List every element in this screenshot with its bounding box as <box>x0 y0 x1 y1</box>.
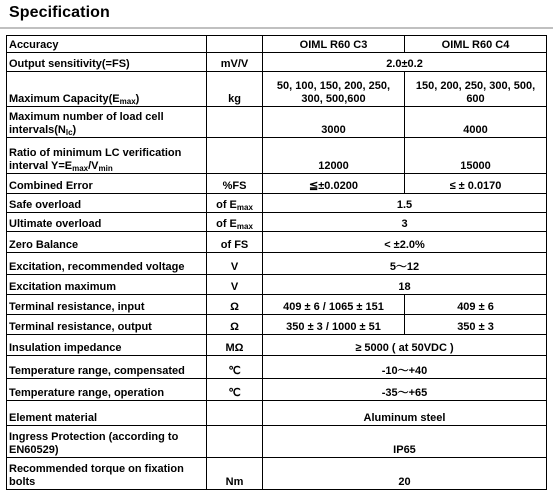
row-label: Ratio of minimum LC verification interval $Y=E_{max}/V_{min}$ <box>7 138 207 174</box>
row-value-c3: 3000 <box>263 107 405 138</box>
row-value: 5～12 <box>263 253 547 275</box>
row-unit: V <box>207 275 263 295</box>
row-unit: Ω <box>207 315 263 335</box>
row-value-c4: ≤ ± 0.0170 <box>405 174 547 194</box>
row-value-c4: 150, 200, 250, 300, 500, 600 <box>405 72 547 107</box>
specification-table <box>6 35 547 490</box>
row-label: Excitation maximum <box>7 275 207 295</box>
table-row <box>7 295 547 315</box>
table-row <box>7 253 547 275</box>
row-unit <box>207 36 263 53</box>
row-value: -35～+65 <box>263 379 547 401</box>
row-unit <box>207 401 263 426</box>
row-unit: of $E_{max}$ <box>207 213 263 232</box>
title-divider <box>0 27 553 29</box>
table-row <box>7 458 547 490</box>
row-label: Zero Balance <box>7 232 207 253</box>
column-header-c4: OIML R60 C4 <box>405 36 547 53</box>
table-row <box>7 213 547 232</box>
row-unit: of FS <box>207 232 263 253</box>
row-value: < ±2.0% <box>263 232 547 253</box>
column-header-c3: OIML R60 C3 <box>263 36 405 53</box>
table-row <box>7 426 547 458</box>
row-value-c4: 350 ± 3 <box>405 315 547 335</box>
row-unit: kg <box>207 72 263 107</box>
row-unit: Ω <box>207 295 263 315</box>
row-label: Output sensitivity(=FS) <box>7 53 207 72</box>
table-row <box>7 335 547 356</box>
row-value: 2.0±0.2 <box>263 53 547 72</box>
row-unit: of $E_{max}$ <box>207 194 263 213</box>
table-row <box>7 194 547 213</box>
row-unit: V <box>207 253 263 275</box>
row-label: Excitation, recommended voltage <box>7 253 207 275</box>
page-title: Specification <box>9 4 110 21</box>
table-row <box>7 36 547 53</box>
row-value: 1.5 <box>263 194 547 213</box>
row-unit: %FS <box>207 174 263 194</box>
table-row <box>7 174 547 194</box>
row-value: -10～+40 <box>263 356 547 379</box>
row-value: IP65 <box>263 426 547 458</box>
row-value-c4: 4000 <box>405 107 547 138</box>
row-value-c3: 50, 100, 150, 200, 250, 300, 500,600 <box>263 72 405 107</box>
row-unit <box>207 107 263 138</box>
row-label: Maximum number of load cell $intervals(N_{lc})$ <box>7 107 207 138</box>
row-label: Temperature range, compensated <box>7 356 207 379</box>
row-value-c3: 350 ± 3 / 1000 ± 51 <box>263 315 405 335</box>
row-value: 18 <box>263 275 547 295</box>
row-value-c3: 409 ± 6 / 1065 ± 151 <box>263 295 405 315</box>
table-row <box>7 315 547 335</box>
table-row <box>7 379 547 401</box>
table-row <box>7 401 547 426</box>
row-value-c3: 12000 <box>263 138 405 174</box>
table-row <box>7 107 547 138</box>
row-value: 20 <box>263 458 547 490</box>
table-row <box>7 138 547 174</box>
row-label: Maximum $Capacity(E_{max})$ <box>7 72 207 107</box>
row-label: Safe overload <box>7 194 207 213</box>
row-unit: mV/V <box>207 53 263 72</box>
row-label: Terminal resistance, output <box>7 315 207 335</box>
row-unit: ℃ <box>207 356 263 379</box>
table-row <box>7 232 547 253</box>
row-unit <box>207 138 263 174</box>
row-label: Accuracy <box>7 36 207 53</box>
row-label: Ultimate overload <box>7 213 207 232</box>
row-label: Terminal resistance, input <box>7 295 207 315</box>
row-value-c3: ≦±0.0200 <box>263 174 405 194</box>
row-value: Aluminum steel <box>263 401 547 426</box>
row-unit: ℃ <box>207 379 263 401</box>
table-row <box>7 275 547 295</box>
row-unit <box>207 426 263 458</box>
row-label: Recommended torque on fixation bolts <box>7 458 207 490</box>
table-row <box>7 72 547 107</box>
row-label: Ingress Protection (according to EN60529) <box>7 426 207 458</box>
row-value: ≥ 5000 ( at 50VDC ) <box>263 335 547 356</box>
row-label: Insulation impedance <box>7 335 207 356</box>
row-value-c4: 15000 <box>405 138 547 174</box>
table-row <box>7 53 547 72</box>
row-label: Temperature range, operation <box>7 379 207 401</box>
row-unit: MΩ <box>207 335 263 356</box>
row-value-c4: 409 ± 6 <box>405 295 547 315</box>
row-value: 3 <box>263 213 547 232</box>
row-unit: Nm <box>207 458 263 490</box>
row-label: Element material <box>7 401 207 426</box>
table-row <box>7 356 547 379</box>
row-label: Combined Error <box>7 174 207 194</box>
